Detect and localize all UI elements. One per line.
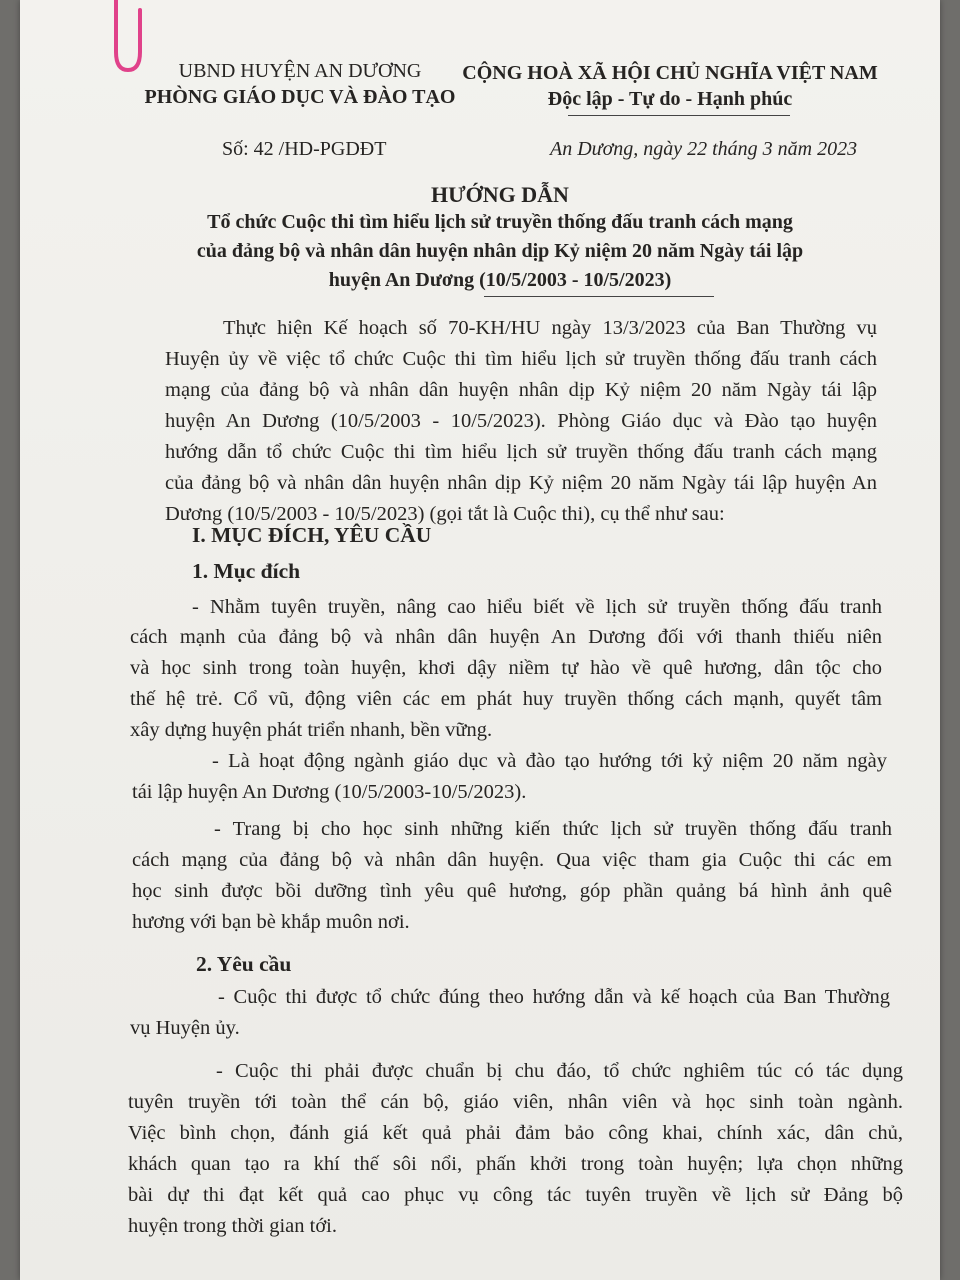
requirement-line: huyện trong thời gian tới.: [128, 1215, 338, 1237]
purpose-line: - Trang bị cho học sinh những kiến thức lịch sử truyền thống đấu tranh: [214, 818, 892, 840]
requirement-line: - Cuộc thi phải được chuẩn bị chu đáo, tổ chức nghiêm túc có tác dụng: [216, 1060, 903, 1082]
national-motto: Độc lập - Tự do - Hạnh phúc: [547, 88, 793, 110]
subsection-purpose: 1. Mục đích: [192, 559, 301, 583]
purpose-line: thế hệ trẻ. Cổ vũ, động viên các em phát huy truyền thống cách mạnh, quyết tâm: [130, 688, 882, 710]
intro-line: của đảng bộ và nhân dân huyện nhân dịp Kỷ niệm 20 năm Ngày tái lập huyện An: [165, 472, 877, 494]
requirements-paragraph-1: [130, 982, 890, 1044]
subsection-requirements: 2. Yêu cầu: [196, 952, 292, 976]
intro-line: Huyện ủy về việc tổ chức Cuộc thi tìm hiểu lịch sử truyền thống đấu tranh cách: [165, 348, 877, 370]
purpose-line: tái lập huyện An Dương (10/5/2003-10/5/2023).: [132, 781, 527, 803]
section-heading-1: I. MỤC ĐÍCH, YÊU CẦU: [192, 523, 432, 547]
purpose-line: xây dựng huyện phát triển nhanh, bền vững.: [130, 719, 493, 741]
title-line-3: huyện An Dương (10/5/2003 - 10/5/2023): [328, 269, 672, 291]
intro-line: hướng dẫn tổ chức Cuộc thi tìm hiểu lịch sử truyền thống đấu tranh cách mạng: [165, 441, 877, 463]
national-title: CỘNG HOÀ XÃ HỘI CHỦ NGHĨA VIỆT NAM: [462, 62, 878, 84]
requirement-line: bài dự thi đạt kết quả cao phục vụ công tác tuyên truyền về lịch sử Đảng bộ: [128, 1184, 903, 1206]
requirement-line: tuyên truyền tới toàn thể cán bộ, giáo viên, nhân viên và học sinh toàn ngành.: [128, 1091, 903, 1113]
title-underline: [484, 296, 714, 297]
department-name: PHÒNG GIÁO DỤC VÀ ĐÀO TẠO: [144, 86, 456, 108]
requirement-line: khách quan tạo ra khí thế sôi nổi, phấn khởi trong toàn huyện; lựa chọn những: [128, 1153, 903, 1175]
title-line-2: của đảng bộ và nhân dân huyện nhân dịp Kỷ niệm 20 năm Ngày tái lập: [196, 240, 804, 262]
intro-line: huyện An Dương (10/5/2003 - 10/5/2023). Phòng Giáo dục và Đào tạo huyện: [165, 410, 877, 432]
intro-paragraph: [165, 313, 877, 530]
paper-clip-icon: [108, 0, 148, 76]
intro-line: Dương (10/5/2003 - 10/5/2023) (gọi tắt là Cuộc thi), cụ thể như sau:: [165, 503, 725, 525]
purpose-line: - Là hoạt động ngành giáo dục và đào tạo hướng tới kỷ niệm 20 năm ngày: [212, 750, 887, 772]
motto-underline: [568, 115, 790, 116]
place-date: An Dương, ngày 22 tháng 3 năm 2023: [550, 138, 858, 160]
purpose-line: cách mạng của đảng bộ và nhân dân huyện. Qua việc tham gia Cuộc thi các em: [132, 849, 892, 871]
document-number: Số: 42 /HD-PGDĐT: [222, 138, 387, 160]
title-line-1: Tổ chức Cuộc thi tìm hiểu lịch sử truyền thống đấu tranh cách mạng: [207, 211, 793, 233]
purpose-line: và học sinh trong toàn huyện, khơi dậy niềm tự hào về quê hương, dân tộc cho: [130, 657, 882, 679]
document-title: HƯỚNG DẪN: [431, 182, 569, 207]
requirement-line: - Cuộc thi được tổ chức đúng theo hướng dẫn và kế hoạch của Ban Thường: [218, 986, 890, 1008]
agency-name: UBND HUYỆN AN DƯƠNG: [178, 60, 422, 82]
purpose-line: hương với bạn bè khắp muôn nơi.: [132, 911, 410, 933]
purpose-line: học sinh được bồi dưỡng tình yêu quê hương, góp phần quảng bá hình ảnh quê: [132, 880, 892, 902]
intro-line: mạng của đảng bộ và nhân dân huyện nhân dịp Kỷ niệm 20 năm Ngày tái lập: [165, 379, 877, 401]
purpose-line: - Nhằm tuyên truyền, nâng cao hiểu biết về lịch sử truyền thống đấu tranh: [192, 596, 882, 618]
requirements-paragraph-2: [128, 1056, 903, 1242]
document-page: [20, 0, 940, 1280]
purpose-paragraph-1: [130, 592, 882, 746]
intro-line: Thực hiện Kế hoạch số 70-KH/HU ngày 13/3/2023 của Ban Thường vụ: [223, 317, 877, 339]
purpose-line: cách mạnh của đảng bộ và nhân dân huyện An Dương đối với thanh thiếu niên: [130, 626, 882, 648]
purpose-paragraph-2: [132, 746, 887, 808]
purpose-paragraph-3: [132, 814, 892, 938]
requirement-line: vụ Huyện ủy.: [130, 1017, 240, 1039]
requirement-line: Việc bình chọn, đánh giá kết quả phải đảm bảo công khai, chính xác, dân chủ,: [128, 1122, 903, 1144]
